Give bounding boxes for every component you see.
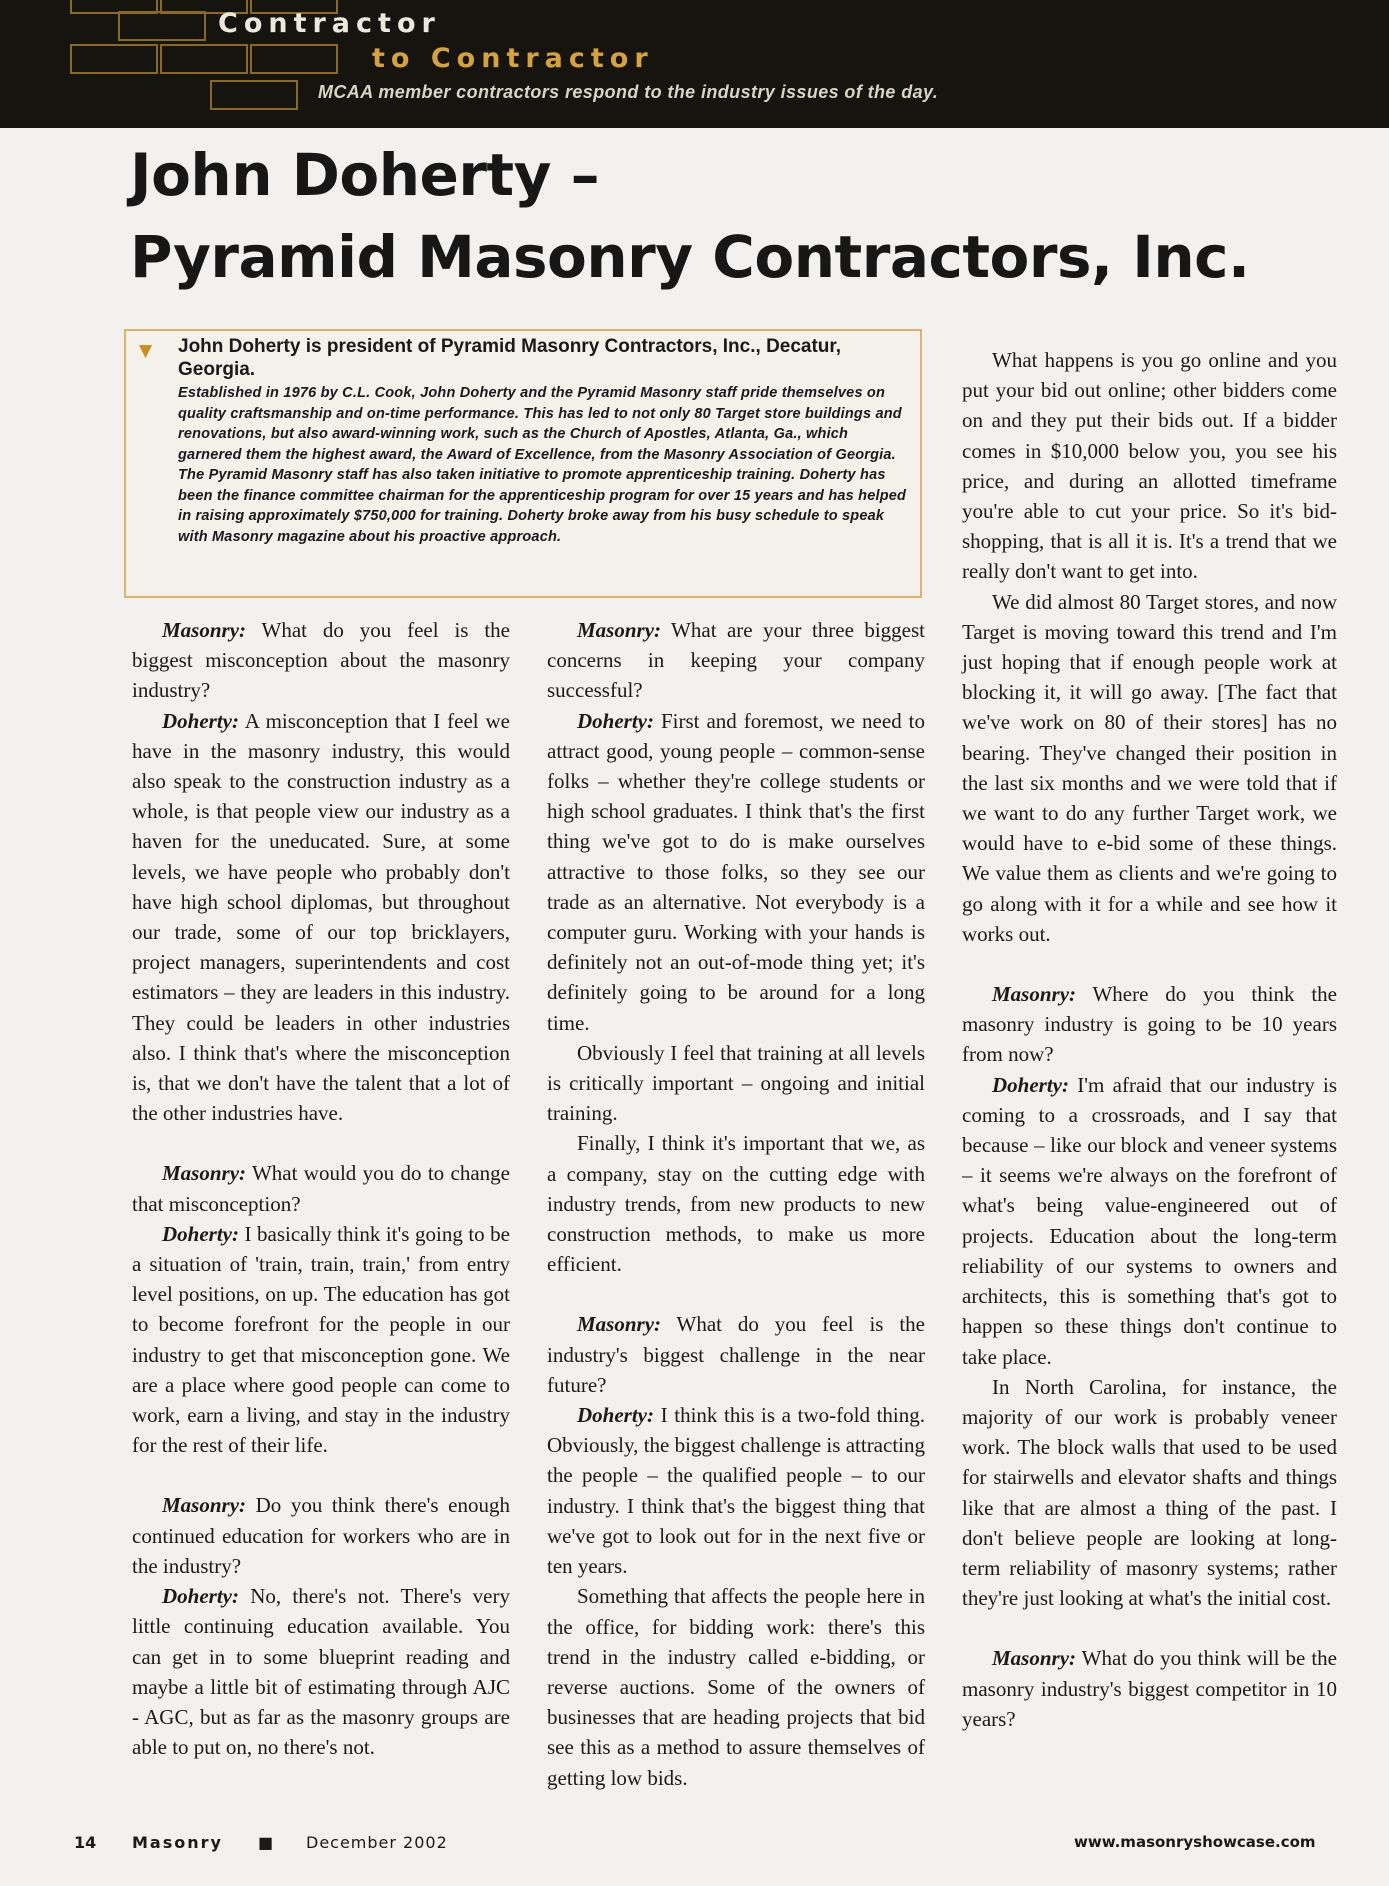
paragraph-text: What would you do to change that misconception?: [132, 1161, 510, 1216]
column-3: [962, 345, 1337, 1734]
speaker-label: Masonry:: [992, 1646, 1077, 1671]
paragraph-text: What do you feel is the biggest misconception about the masonry industry?: [132, 618, 510, 703]
paragraph: [962, 587, 1337, 949]
header-subtitle: MCAA member contractors respond to the industry issues of the day.: [318, 82, 939, 102]
brick-decoration: [210, 80, 298, 110]
speaker-label: Doherty:: [162, 1221, 239, 1246]
article-title: [130, 134, 1250, 298]
footer-magazine: Masonry: [132, 1833, 223, 1852]
brick-decoration: [70, 44, 158, 74]
paragraph-text: First and foremost, we need to attract good, young people – common-sense folks – whether they're college students or high school graduates. I think that's the first thing we've got to do is make ourselves attractive to those folks, so they see our trade as an alternative. Not everybody is a computer guru. Working with your hands is definitely not an out-of-mode thing yet; it's definitely going to be around for a long time.: [547, 708, 925, 1035]
paragraph-text: We did almost 80 Target stores, and now Target is moving toward this trend and I'm just hoping that if enough people work at blocking it, it will go away. [The fact that we've work on 80 of their stores] has no bearing. They've changed their position in the last six months and we were told that if we want to do any further Target work, we would have to e-bid some of these things. We value them as clients and we're going to go along with it for a while and see how it works out.: [962, 589, 1337, 946]
paragraph: [547, 1038, 925, 1129]
speaker-label: Doherty:: [577, 1403, 654, 1428]
paragraph: [547, 1309, 925, 1400]
paragraph-text: Obviously I feel that training at all levels is critically important – ongoing and initial training.: [547, 1040, 925, 1126]
paragraph: [547, 706, 925, 1038]
footer-date: December 2002: [306, 1833, 448, 1852]
paragraph-text: A misconception that I feel we have in the masonry industry, this would also speak to the construction industry as a whole, is that people view our industry as a haven for the uneducated. Sure, at some levels, we have people who probably don't have high school diplomas, but throughout our trade, some of our top bricklayers, project managers, superintendents and cost estimators – they are leaders in this industry. They could be leaders in other industries also. I think that's where the misconception is, that we don't have the talent that a lot of the other industries have.: [132, 708, 510, 1126]
speaker-label: Masonry:: [162, 1493, 247, 1518]
triangle-bullet-icon: ▼: [139, 341, 153, 361]
paragraph: [962, 1643, 1337, 1734]
intro-box: [124, 329, 922, 598]
paragraph-text: I basically think it's going to be a situation of 'train, train, train,' from entry level positions, on up. The education has got to become forefront for the people in our industry to get that misconception gone. We are a place where good people can come to work, earn a living, and stay in the industry for the rest of their life.: [132, 1221, 510, 1458]
paragraph: [962, 1070, 1337, 1372]
paragraph: [962, 1372, 1337, 1614]
speaker-label: Masonry:: [992, 982, 1077, 1007]
column-2: [547, 615, 925, 1793]
paragraph: [547, 1581, 925, 1792]
paragraph: [547, 615, 925, 706]
intro-body: Established in 1976 by C.L. Cook, John Doherty and the Pyramid Masonry staff pride themselves on quality craftsmanship and on-time performance. This has led to not only 80 Target store buildings and renovations, but also award-winning work, such as the Church of Apostles, Atlanta, Ga., which garnered them the highest award, the Award of Excellence, from the Masonry Association of Georgia. The Pyramid Masonry staff has also taken initiative to promote apprenticeship training. Doherty has been the finance committee chairman for the apprenticeship program for over 15 years and has helped in raising approximately $750,000 for training. Doherty broke away from his busy schedule to speak with Masonry magazine about his proactive approach.: [178, 385, 907, 545]
paragraph-text: Finally, I think it's important that we, as a company, stay on the cutting edge with industry trends, from new products to new construction methods, to make us more efficient.: [547, 1131, 925, 1277]
footer-website: www.masonryshowcase.com: [1074, 1833, 1316, 1851]
paragraph: [962, 345, 1337, 587]
page-number: 14: [74, 1833, 97, 1852]
brick-decoration: [118, 11, 206, 41]
paragraph-text: No, there's not. There's very little continuing education available. You can get in to some blueprint reading and maybe a little bit of estimating through AJC - AGC, but as far as the masonry groups are able to put on, no there's not.: [132, 1584, 510, 1760]
title-line-1: John Doherty –: [130, 141, 600, 209]
brick-decoration: [160, 44, 248, 74]
paragraph: [132, 1581, 510, 1762]
intro-heading: John Doherty is president of Pyramid Masonry Contractors, Inc., Decatur, Georgia.: [178, 336, 842, 380]
paragraph-text: I'm afraid that our industry is coming to a crossroads, and I say that because – like our block and veneer systems – it seems we're always on the forefront of what's being value-engineered out of projects. Education about the long-term reliability of our systems to owners and architects, this is something that's got to happen so these things don't continue to take place.: [962, 1072, 1337, 1369]
paragraph-text: What do you think will be the masonry industry's biggest competitor in 10 years?: [962, 1646, 1337, 1731]
speaker-label: Doherty:: [162, 708, 239, 733]
paragraph-text: Do you think there's enough continued education for workers who are in the industry?: [132, 1493, 510, 1578]
header-to-contractor: to Contractor: [372, 43, 654, 74]
paragraph-text: In North Carolina, for instance, the majority of our work is probably veneer work. The block walls that used to be used for stairwells and elevator shafts and things like that are almost a thing of the past. I don't believe people are looking at long-term reliability of masonry systems; rather they're just looking at what's the initial cost.: [962, 1374, 1337, 1611]
paragraph-text: What are your three biggest concerns in keeping your company successful?: [547, 618, 925, 703]
speaker-label: Doherty:: [162, 1584, 239, 1609]
paragraph: [132, 1490, 510, 1581]
title-line-2: Pyramid Masonry Contractors, Inc.: [130, 223, 1250, 291]
speaker-label: Doherty:: [577, 708, 654, 733]
paragraph-text: What happens is you go online and you put your bid out online; other bidders come on and they put their bids out. If a bidder comes in $10,000 below you, you see his price, and during an allotted timeframe you're able to cut your price. So it's bid-shopping, that is all it is. It's a trend that we really don't want to get into.: [962, 348, 1337, 584]
paragraph: [132, 615, 510, 706]
speaker-label: Masonry:: [577, 1312, 662, 1337]
brick-decoration: [250, 44, 338, 74]
paragraph-text: Where do you think the masonry industry is going to be 10 years from now?: [962, 982, 1337, 1067]
paragraph: [547, 1128, 925, 1279]
header-contractor: Contractor: [218, 8, 441, 39]
paragraph: [962, 979, 1337, 1070]
speaker-label: Doherty:: [992, 1072, 1069, 1097]
paragraph: [132, 1158, 510, 1218]
speaker-label: Masonry:: [162, 618, 247, 642]
paragraph-text: I think this is a two-fold thing. Obviously, the biggest challenge is attracting the people – the qualified people – to our industry. I think that's the biggest thing that we've got to look out for in the next five or ten years.: [547, 1403, 925, 1579]
paragraph-text: What do you feel is the industry's biggest challenge in the near future?: [547, 1312, 925, 1397]
paragraph-text: Something that affects the people here in the office, for bidding work: there's this trend in the industry called e-bidding, or reverse auctions. Some of the owners of businesses that are heading projects that bid see this as a method to assure themselves of getting low bids.: [547, 1584, 925, 1790]
paragraph: [132, 706, 510, 1129]
paragraph: [547, 1400, 925, 1581]
footer-separator-icon: ■: [258, 1833, 274, 1852]
header-banner: [0, 0, 1389, 128]
paragraph: [132, 1219, 510, 1461]
speaker-label: Masonry:: [162, 1161, 247, 1186]
column-1: [132, 615, 510, 1762]
speaker-label: Masonry:: [577, 618, 662, 642]
